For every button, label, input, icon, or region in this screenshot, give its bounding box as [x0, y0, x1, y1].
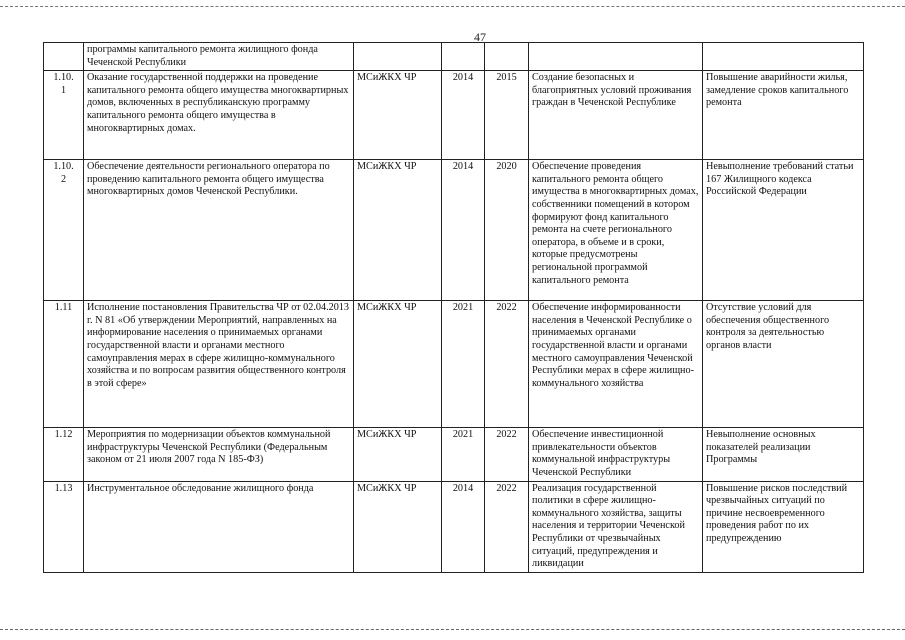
bottom-scan-line — [0, 629, 905, 630]
end-year-cell: 2015 — [485, 71, 529, 160]
table-row — [44, 160, 864, 301]
measure-cell: Мероприятия по модернизации объектов коммунальной инфраструктуры Чеченской Республики (Федеральным законом от 21 июля 2007 года N 185-ФЗ) — [84, 428, 354, 481]
start-year-cell: 2014 — [442, 481, 485, 572]
table-row — [44, 71, 864, 160]
end-year-cell: 2022 — [485, 428, 529, 481]
row-number-sub: 1 — [60, 84, 67, 96]
end-year-cell: 2020 — [485, 160, 529, 301]
row-number — [44, 160, 84, 301]
start-year-cell: 2014 — [442, 160, 485, 301]
page-number: 47 — [474, 30, 486, 44]
measure-cell: Обеспечение деятельности регионального оператора по проведению капитального ремонта общего имущества многоквартирных домов Чеченской Республики. — [84, 160, 354, 301]
consequence-cell: Отсутствие условий для обеспечения общественного контроля за деятельностью органов власти — [703, 301, 864, 428]
consequence-cell: Невыполнение требований статьи 167 Жилищного кодекса Российской Федерации — [703, 160, 864, 301]
start-year-cell: 2021 — [442, 301, 485, 428]
executor-cell: МСиЖКХ ЧР — [354, 428, 442, 481]
result-cell: Обеспечение информированности населения в Чеченской Республике о принимаемых органами государственной власти и органами местного самоуправления Чеченской Республики мерах в сфере жилищно-коммунального хозяйства — [529, 301, 703, 428]
executor-cell — [354, 43, 442, 71]
consequence-cell — [703, 43, 864, 71]
result-cell: Обеспечение проведения капитального ремонта общего имущества в многоквартирных домах, собственники помещений в котором формируют фонд капитального ремонта на счете регионального оператора, в объеме и в сроки, которые предусмотрены региональной программой капитального ремонта — [529, 160, 703, 301]
start-year-cell — [442, 43, 485, 71]
executor-cell: МСиЖКХ ЧР — [354, 71, 442, 160]
row-number-main: 1.10. — [53, 161, 74, 173]
measure-cell: Оказание государственной поддержки на проведение капитального ремонта общего имущества многоквартирных домов, включенных в республиканскую программу капитального ремонта общего имущества в многоквартирных домах. — [84, 71, 354, 160]
end-year-cell: 2022 — [485, 481, 529, 572]
row-number — [44, 43, 84, 71]
row-number: 1.12 — [44, 428, 84, 481]
measures-table — [43, 42, 864, 573]
row-number: 1.13 — [44, 481, 84, 572]
executor-cell: МСиЖКХ ЧР — [354, 481, 442, 572]
row-number — [44, 71, 84, 160]
table-row — [44, 43, 864, 71]
start-year-cell: 2021 — [442, 428, 485, 481]
end-year-cell: 2022 — [485, 301, 529, 428]
top-scan-line — [0, 6, 905, 7]
row-number-main: 1.10. — [53, 72, 74, 84]
end-year-cell — [485, 43, 529, 71]
row-number: 1.11 — [44, 301, 84, 428]
measure-cell: Исполнение постановления Правительства ЧР от 02.04.2013 г. N 81 «Об утверждении Мероприятий, направленных на информирование населения о принимаемых органами государственной власти и органами местного самоуправления мерах в сфере жилищно-коммунального хозяйства и по вопросам развития общественного контроля в этой сфере» — [84, 301, 354, 428]
start-year-cell: 2014 — [442, 71, 485, 160]
row-number-sub: 2 — [60, 173, 67, 185]
result-cell: Создание безопасных и благоприятных условий проживания граждан в Чеченской Республике — [529, 71, 703, 160]
consequence-cell: Повышение рисков последствий чрезвычайных ситуаций по причине несвоевременного проведения работ по их предупреждению — [703, 481, 864, 572]
consequence-cell: Невыполнение основных показателей реализации Программы — [703, 428, 864, 481]
executor-cell: МСиЖКХ ЧР — [354, 160, 442, 301]
executor-cell: МСиЖКХ ЧР — [354, 301, 442, 428]
table-row — [44, 301, 864, 428]
result-cell: Реализация государственной политики в сфере жилищно-коммунального хозяйства, защиты населения и территории Чеченской Республики от чрезвычайных ситуаций, предупреждения и ликвидации — [529, 481, 703, 572]
consequence-cell: Повышение аварийности жилья, замедление сроков капитального ремонта — [703, 71, 864, 160]
measure-cell: программы капитального ремонта жилищного фонда Чеченской Республики — [84, 43, 354, 71]
table-row — [44, 481, 864, 572]
result-cell: Обеспечение инвестиционной привлекательности объектов коммунальной инфраструктуры Чеченской Республики — [529, 428, 703, 481]
result-cell — [529, 43, 703, 71]
table-row — [44, 428, 864, 481]
measure-cell: Инструментальное обследование жилищного фонда — [84, 481, 354, 572]
